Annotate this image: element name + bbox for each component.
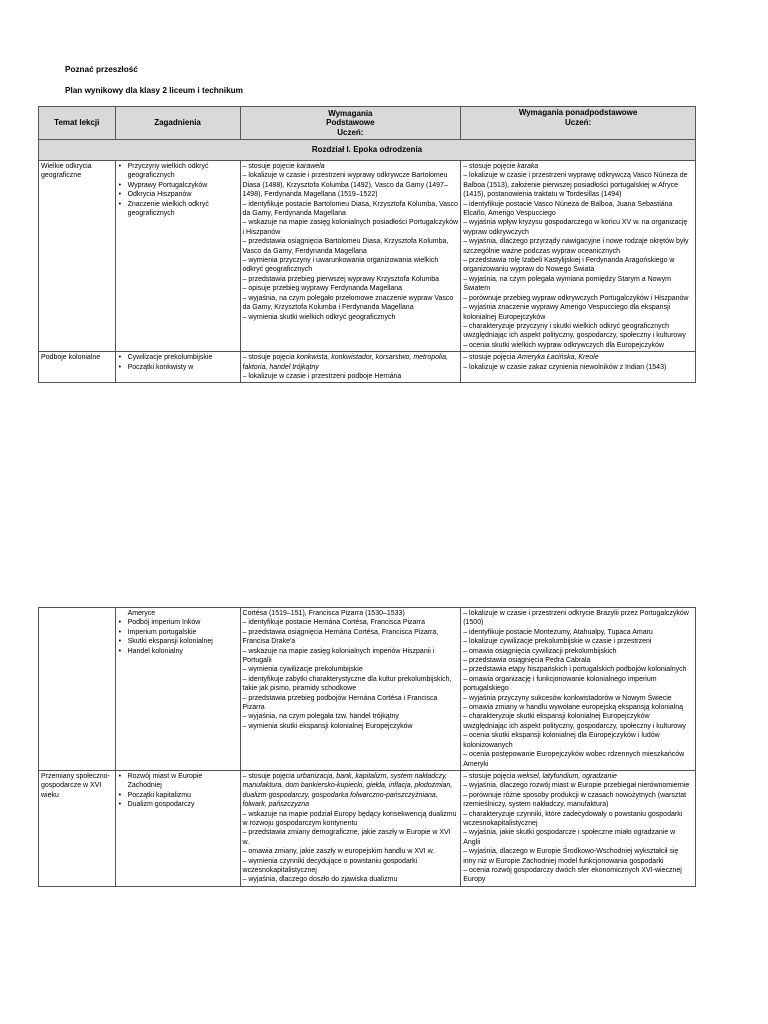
table-row — [39, 352, 696, 383]
issue-item: • Podbój imperium Inków — [118, 618, 238, 627]
issue-item: • Wyprawy Portugalczyków — [118, 181, 238, 190]
requirement-item: – porównuje przebieg wypraw odkrywczych Portugalczyków i Hiszpanów — [463, 294, 689, 302]
requirement-item: – opisuje przebieg wyprawy Ferdynanda Magellana — [242, 285, 403, 293]
header-advanced-requirements — [461, 107, 696, 140]
issue-item: • Cywilizacje prekolumbijskie — [118, 353, 238, 362]
header-basic-line-2: Podstawowe — [326, 118, 375, 128]
requirement-item: – omawia osiągnięcia cywilizacji prekolumbijskich — [463, 647, 617, 655]
requirement-item: – wyjaśnia, na czym polegała wymiana pomiędzy Starym a Nowym Światem — [463, 275, 671, 293]
table-row — [39, 608, 696, 771]
requirement-item: – stosuje pojęcie karawela — [242, 163, 325, 170]
table-row — [39, 770, 696, 886]
requirement-item: – identyfikuje zabytki charakterystyczne dla kultur prekolumbijskich, takie jak pismo, piramidy schodkowe — [242, 675, 452, 693]
requirement-item: – przedstawia osiągnięcia Bartolomeu Diasa, Krzysztofa Kolumba, Vasco da Gamy, Ferdynanda Magellana — [242, 238, 449, 255]
requirement-item: – wyjaśnia, dlaczego doszło do zjawiska dualizmu — [242, 876, 398, 884]
requirement-item: – wyjaśnia przyczyny sukcesów konkwistadorów w Nowym Świecie — [463, 694, 672, 702]
issue-item: • Odkrycia Hiszpanów — [118, 190, 238, 199]
topic-cell: Przemiany społeczno-gospodarcze w XVI wieku — [39, 770, 116, 886]
requirement-item: – przedstawia etapy hiszpańskich i portugalskich podbojów kolonialnych — [463, 666, 687, 674]
requirement-item: – wyjaśnia, jakie skutki gospodarcze i społeczne miało ogradzanie w Anglii — [463, 829, 676, 846]
header-advanced-line-1: Wymagania ponadpodstawowe — [518, 108, 638, 117]
requirement-item: – wyjaśnia znaczenie wyprawy Amerigo Vespucciego dla ekspansji kolonialnej Europejczyków — [463, 304, 671, 321]
table-row — [39, 161, 696, 352]
requirement-item: – wskazuje na mapie zasięg kolonialnych posiadłości Portugalczyków i Hiszpanów — [242, 219, 459, 236]
requirement-item: – wymienia przyczyny i uwarunkowania organizowania wielkich odkryć geograficznych — [242, 257, 439, 274]
header-basic-line-1: Wymagania — [328, 108, 373, 118]
requirement-item: – stosuje pojęcia Ameryka Łacińska, Kreole — [463, 354, 599, 362]
requirement-item: – stosuje pojęcia konkwista, konkwistador, korsarstwo, metropolia, faktoria, handel trójkątny — [242, 354, 448, 371]
issue-item: • Skutki ekspansji kolonialnej — [118, 637, 238, 646]
requirement-item: – wyjaśnia, dlaczego przyrządy nawigacyjne i nowe rodzaje okrętów były szczególnie ważne podczas wypraw oceanicznych — [463, 238, 689, 255]
header-advanced-line-2: Uczeń: — [564, 117, 592, 127]
plan-table-page-2 — [38, 607, 696, 887]
requirement-item: – wymienia cywilizacje prekolumbijskie — [242, 666, 363, 674]
issues-cell — [115, 352, 240, 383]
requirement-item: – stosuje pojęcia urbanizacja, bank, kapitalizm, system nakładczy, manufaktura, dom bankiersko-kupiecki, giełda, inflacja, płodozmian, dualizm gospodarczy, gospodarka folwarczno-pańszczyźniana, folwark, pańszczyzna — [242, 772, 453, 809]
basic-requirements-cell — [240, 608, 461, 771]
issue-item: • Początki kapitalizmu — [118, 791, 238, 800]
requirement-item: – charakteryzuje skutki ekspansji kolonialnej Europejczyków uwzględniając ich aspekt polityczny, gospodarczy, społeczny i kulturowy — [463, 713, 686, 730]
issue-item: • Handel kolonialny — [118, 647, 238, 656]
advanced-requirements-cell — [461, 161, 696, 352]
plan-table-page-1 — [38, 106, 696, 383]
issues-continuation: Ameryce — [127, 610, 156, 617]
document-subtitle: Plan wynikowy dla klasy 2 liceum i technikum — [65, 86, 243, 95]
topic-cell: Wielkie odkrycia geograficzne — [39, 161, 116, 352]
issue-item: • Przyczyny wielkich odkryć geograficznych — [118, 162, 238, 181]
requirement-item: – wskazuje na mapie zasięg kolonialnych imperiów Hiszpanii i Portugalii — [242, 647, 435, 665]
header-issues: Zagadnienia — [115, 107, 240, 140]
requirement-item: – przedstawia zmiany demograficzne, jakie zaszły w Europie w XVI w. — [242, 829, 451, 846]
requirement-item: – omawia zmiany, jakie zaszły w europejskim handlu w XVI w. — [242, 848, 435, 856]
issue-item: • Imperium portugalskie — [118, 628, 238, 637]
requirement-item: – lokalizuje w czasie i przestrzeni wyprawę odkrywczą Vasco Núneza de Balboa (1513), założenie pierwszej posiadłości portugalskiej w Afryce (1415), postanowienia traktatu w Tordesillas (1494) — [463, 172, 688, 199]
section-title: Rozdział I. Epoka odrodzenia — [39, 140, 696, 161]
requirement-item: – identyfikuje postacie Hernána Cortésa, Francisca Pizarra — [242, 619, 425, 627]
requirement-item: – ocenia rozwój gospodarczy dwóch sfer ekonomicznych XVI-wiecznej Europy — [463, 866, 682, 884]
requirement-item: – przedstawia osiągnięcia Hernána Cortésa, Francisca Pizarra, Francisa Drake'a — [242, 628, 439, 646]
requirement-item: – wyjaśnia wpływ kryzysu gospodarczego w końcu XV w. na organizację wypraw odkrywczych — [463, 219, 688, 236]
advanced-requirements-cell — [461, 608, 696, 771]
requirement-item: – lokalizuje w czasie i przestrzeni wyprawy odkrywcze Bartolomeu Diasa (1488), Krzysztofa Kolumba (1492), Vasco da Gamy (1497–1498), Ferdynanda Magellana (1519–1522) — [242, 172, 448, 199]
requirement-item: – przedstawia przebieg podbojów Hernána Cortésa i Francisca Pizarra — [242, 694, 438, 712]
requirement-item: – wymienia skutki ekspansji kolonialnej Europejczyków — [242, 722, 413, 730]
requirement-item: – stosuje pojęcia weksel, latyfundium, ogradzanie — [463, 772, 617, 780]
issue-item: • Rozwój miast w Europie Zachodniej — [118, 772, 238, 791]
advanced-requirements-cell — [461, 352, 696, 383]
requirement-item: – lokalizuje w czasie i przestrzeni podboje Hernána — [242, 372, 402, 380]
requirement-item: – omawia zmiany w handlu wywołane europejską ekspansją kolonialną — [463, 704, 684, 712]
requirement-item: – stosuje pojęcie karaka — [463, 163, 539, 170]
requirement-item: – wymienia czynniki decydujące o powstaniu gospodarki wczesnokapitalistycznej — [242, 857, 418, 874]
advanced-requirements-cell — [461, 770, 696, 886]
issue-item: • Znaczenie wielkich odkryć geograficznych — [118, 200, 238, 219]
basic-requirements-cell — [240, 161, 461, 352]
requirement-item: – wyjaśnia, dlaczego w Europie Środkowo-Wschodniej wykształcił się inny niż w Europie Zachodniej model funkcjonowania gospodarki — [463, 848, 679, 865]
requirement-item: – przedstawia rolę Izabeli Kastylijskiej i Ferdynanda Aragońskiego w organizowaniu wypraw do Nowego Świata — [463, 257, 675, 274]
requirement-item: – identyfikuje postacie Montezumy, Atahualpy, Tupaca Amaru — [463, 628, 653, 636]
requirement-item: – ocenia postępowanie Europejczyków wobec rdzennych mieszkańców Ameryki — [463, 751, 685, 768]
requirement-item: – wyjaśnia, dlaczego rozwój miast w Europie przebiegał nierównomiernie — [463, 782, 690, 790]
requirement-item: – porównuje różne sposoby produkcji w czasach nowożytnych (warsztat rzemieślniczy, system nakładczy, manufaktura) — [463, 791, 687, 809]
issues-cell — [115, 608, 240, 771]
requirement-item: – wyjaśnia, na czym polegała tzw. handel trójkątny — [242, 713, 399, 721]
requirement-item: – charakteryzuje czynniki, które zadecydowały o powstaniu gospodarki wczesnokapitalistycznej — [463, 810, 683, 827]
requirement-item: – wyjaśnia, na czym polegało przełomowe znaczenie wypraw Vasco da Gamy, Krzysztofa Kolumba i Ferdynanda Magellana — [242, 294, 454, 312]
requirement-item: – lokalizuje w czasie i przestrzeni odkrycie Brazylii przez Portugalczyków (1500) — [463, 610, 689, 627]
basic-requirements-cell — [240, 770, 461, 886]
requirement-item: – charakteryzuje przyczyny i skutki wielkich odkryć geograficznych uwzględniając ich aspekt polityczny, gospodarczy, społeczny i kulturowy — [463, 322, 686, 340]
header-basic-line-3: Uczeń: — [337, 127, 364, 137]
issues-cell — [115, 161, 240, 352]
requirement-item: – identyfikuje postacie Bartolomeu Diasa, Krzysztofa Kolumba, Vasco da Gamy, Ferdynanda Magellana — [242, 200, 458, 218]
requirement-item: – przedstawia osiągnięcia Pedra Cabrala — [463, 657, 591, 665]
issue-item: • Początki konkwisty w — [118, 363, 238, 372]
basic-requirements-cell — [240, 352, 461, 383]
document-title: Poznać przeszłość — [65, 65, 138, 74]
issue-item: • Dualizm gospodarczy — [118, 800, 238, 809]
issues-cell — [115, 770, 240, 886]
requirement-item: – ocenia skutki wielkich wypraw odkrywczych dla Europejczyków — [463, 341, 664, 349]
requirement-item: – wymienia skutki wielkich odkryć geograficznych — [242, 313, 396, 321]
requirement-item: – lokalizuje w czasie zakaz czynienia niewolników z Indian (1543) — [463, 363, 667, 371]
topic-cell — [39, 608, 116, 771]
topic-cell: Podboje kolonialne — [39, 352, 116, 383]
requirement-item: – lokalizuje cywilizacje prekolumbijskie w czasie i przestrzeni — [463, 638, 652, 646]
requirement-item: – wskazuje na mapie podział Europy będący konsekwencją dualizmu w rozwoju gospodarczym kontynentu — [242, 810, 457, 827]
requirement-item: – identyfikuje postacie Vasco Núneza de Balboa, Juana Sebastiána Elcaño, Amerigo Vespucciego — [463, 200, 673, 218]
requirement-item: Cortésa (1519–151), Francisca Pizarra (1530–1533) — [242, 610, 405, 617]
header-basic-requirements — [240, 107, 461, 140]
requirement-item: – przedstawia przebieg pierwszej wyprawy Krzysztofa Kolumba — [242, 275, 439, 283]
header-topic: Temat lekcji — [39, 107, 116, 140]
requirement-item: – ocenia skutki ekspansji kolonialnej dla Europejczyków i ludów kolonizowanych — [463, 732, 660, 749]
requirement-item: – omawia organizację i funkcjonowanie kolonialnego imperium portugalskiego — [463, 675, 657, 693]
